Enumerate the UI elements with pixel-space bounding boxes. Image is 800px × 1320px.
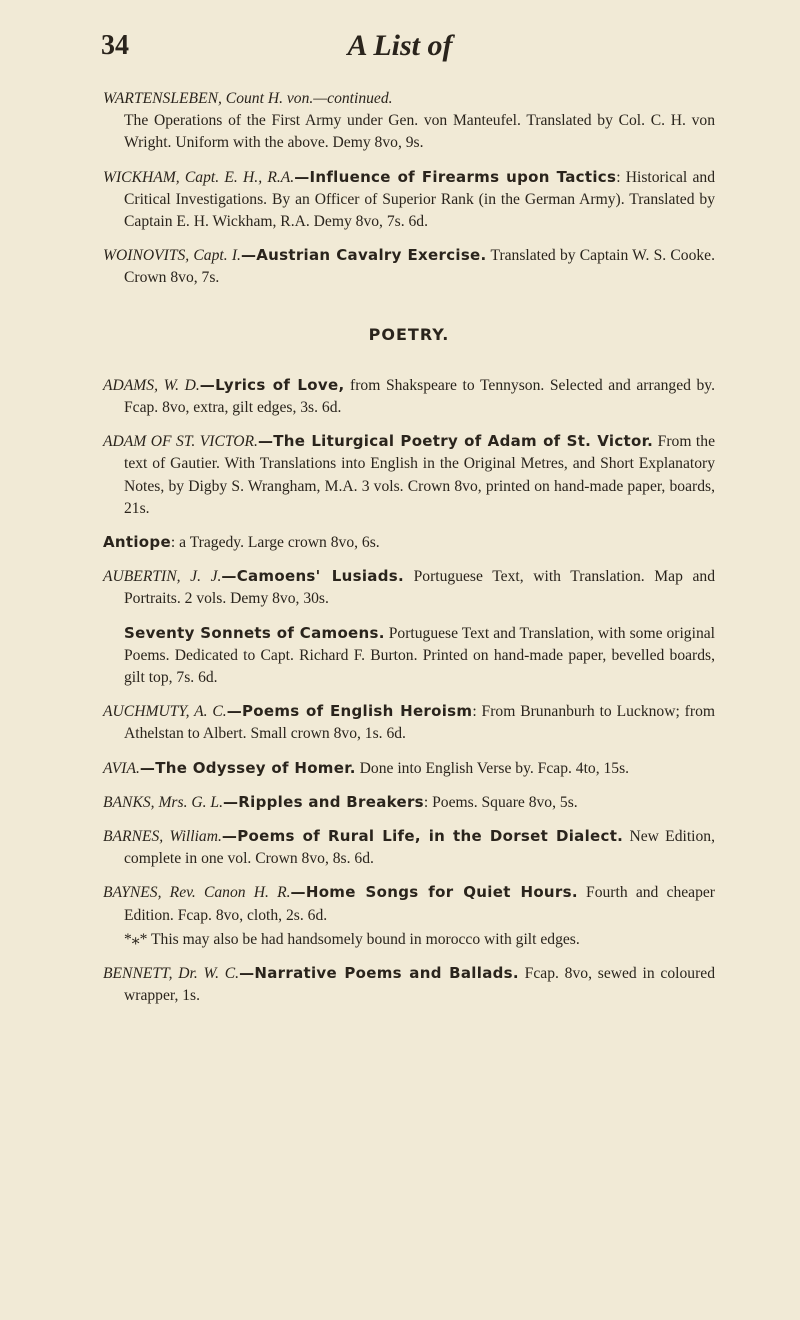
- entry-adam-of-st-victor: [103, 430, 715, 520]
- entry-title: —The Liturgical Poetry of Adam of St. Victor.: [257, 432, 654, 451]
- running-title: A List of: [347, 29, 453, 62]
- entry-title: —Poems of Rural Life, in the Dorset Dialect.: [221, 827, 624, 846]
- entry-wickham: [103, 166, 715, 234]
- page-header: [0, 28, 800, 68]
- entry-auchmuty: [103, 700, 715, 745]
- entry-title: —Austrian Cavalry Exercise.: [240, 246, 487, 265]
- entry-title: —Camoens' Lusiads.: [221, 567, 404, 586]
- entry-title: —The Odyssey of Homer.: [139, 758, 356, 777]
- page-body: [103, 88, 715, 1019]
- entry-avia: [103, 757, 715, 780]
- entry-text: Fcap. 8vo, sewed in coloured wrapper, 1s.: [124, 965, 715, 1005]
- entry-title: —Narrative Poems and Ballads.: [239, 964, 519, 983]
- entry-text: : a Tragedy. Large crown 8vo, 6s.: [170, 534, 380, 552]
- entry-author: WARTENSLEBEN, Count H. von.—continued.: [103, 90, 393, 107]
- entry-seventy-sonnets: [103, 622, 715, 690]
- page-number: 34: [101, 30, 129, 61]
- entry-author: WOINOVITS, Capt. I.: [103, 247, 241, 265]
- entry-author: WICKHAM, Capt. E. H., R.A.: [103, 168, 295, 186]
- entry-text: : Historical and Critical Investigations. By an Officer of Superior Rank (in the German Army). Translated by Captain E. H. Wickham, R.A. Demy 8vo, 7s. 6d.: [124, 168, 716, 231]
- entry-author: BENNETT, Dr. W. C.: [103, 965, 240, 983]
- entry-title: —Home Songs for Quiet Hours.: [290, 883, 578, 902]
- entry-author: AUBERTIN, J. J.: [103, 568, 222, 586]
- entry-author: ADAMS, W. D.: [103, 376, 200, 394]
- entry-author: BANKS, Mrs. G. L.: [103, 793, 223, 811]
- entry-author: BAYNES, Rev. Canon H. R.: [103, 884, 291, 902]
- entry-text: From the text of Gautier. With Translations into English in the Original Metres, and Short Explanatory Notes, by Digby S. Wrangham, M.A. 3 vols. Crown 8vo, printed on hand-made paper, boards, 21s.: [124, 433, 715, 517]
- entry-baynes-note: [103, 929, 715, 951]
- entry-note-text: *⁎* This may also be had handsomely bound in morocco with gilt edges.: [124, 930, 580, 948]
- entry-title: Antiope: [103, 533, 171, 552]
- entry-text: Portuguese Text, with Translation. Map and Portraits. 2 vols. Demy 8vo, 30s.: [124, 568, 715, 608]
- entry-text: : Poems. Square 8vo, 5s.: [423, 793, 578, 811]
- entry-aubertin: [103, 565, 715, 610]
- entry-title: —Poems of English Heroism: [226, 702, 473, 721]
- entry-banks: [103, 791, 715, 814]
- entry-author: AVIA.: [103, 759, 140, 777]
- entry-author: AUCHMUTY, A. C.: [103, 703, 227, 721]
- entry-antiope: [103, 531, 715, 554]
- entry-text: Portuguese Text and Translation, with some original Poems. Dedicated to Capt. Richard F. Burton. Printed on hand-made paper, bevelled boards, gilt top, 7s. 6d.: [124, 624, 715, 687]
- entry-text: from Shakspeare to Tennyson. Selected and arranged by. Fcap. 8vo, extra, gilt edges, 3s. 6d.: [124, 376, 715, 417]
- section-heading-poetry: POETRY.: [368, 324, 450, 344]
- entry-barnes: [103, 825, 715, 870]
- entry-woinovits: [103, 244, 715, 289]
- entry-title: —Influence of Firearms upon Tactics: [294, 167, 617, 186]
- entry-text: : From Brunanburh to Lucknow; from Athelstan to Albert. Small crown 8vo, 1s. 6d.: [124, 703, 715, 743]
- entry-text: New Edition, complete in one vol. Crown 8vo, 8s. 6d.: [124, 828, 715, 868]
- entry-title: —Lyrics of Love,: [199, 375, 345, 394]
- entry-text: The Operations of the First Army under Gen. von Manteufel. Translated by Col. C. H. von Wright. Uniform with the above. Demy 8vo, 9s.: [124, 112, 715, 152]
- entry-title: Seventy Sonnets of Camoens.: [124, 623, 385, 642]
- entry-author: BARNES, William.: [103, 828, 222, 846]
- entry-adams: [103, 374, 715, 419]
- entry-baynes: [103, 881, 715, 926]
- entry-text: Fourth and cheaper Edition. Fcap. 8vo, cloth, 2s. 6d.: [124, 884, 716, 924]
- entry-wartensleben: [103, 88, 715, 155]
- entry-text: Translated by Captain W. S. Cooke. Crown 8vo, 7s.: [124, 247, 715, 287]
- entry-text: Done into English Verse by. Fcap. 4to, 15s.: [355, 759, 630, 777]
- entry-bennett: [103, 962, 715, 1007]
- entry-author: ADAM OF ST. VICTOR.: [103, 433, 258, 451]
- entry-title: —Ripples and Breakers: [223, 792, 424, 811]
